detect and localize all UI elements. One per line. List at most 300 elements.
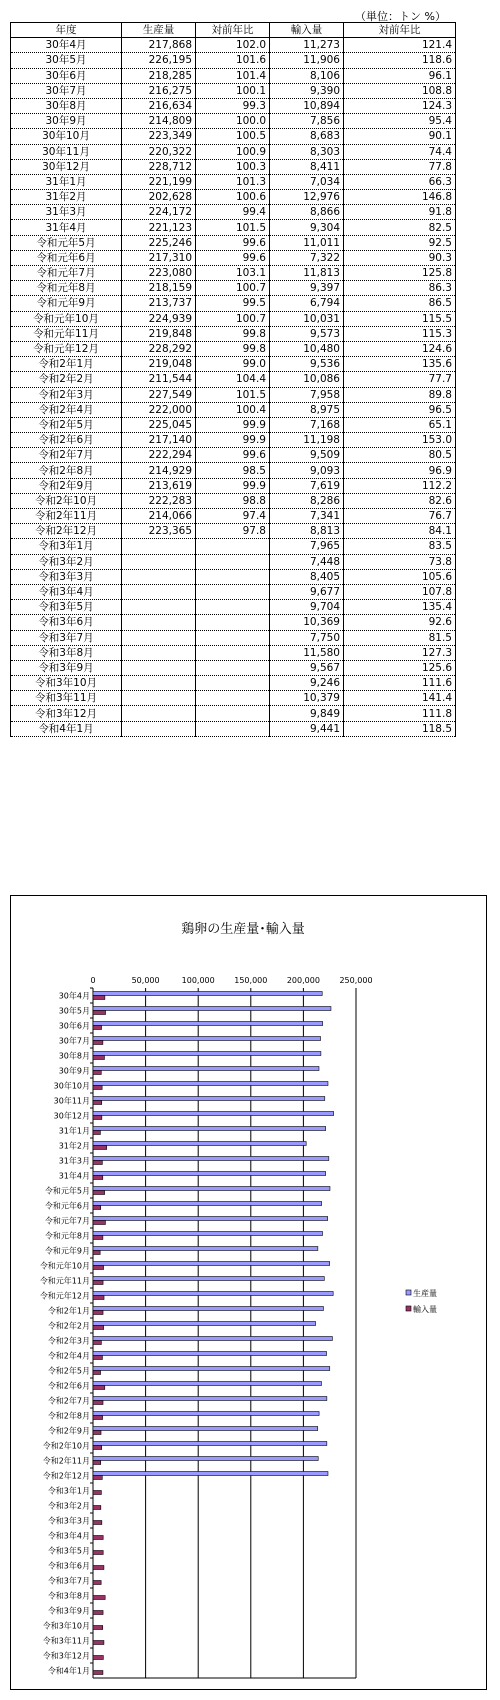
category-label: 令和4年1月 — [47, 1666, 90, 1676]
table-row — [11, 645, 456, 660]
production-bar — [93, 1352, 327, 1356]
cell-production: 216,634 — [122, 98, 196, 113]
import-bar — [93, 1281, 103, 1285]
cell-import-yoy: 121.4 — [344, 38, 456, 53]
cell-production-yoy: 100.9 — [196, 144, 270, 159]
table-row — [11, 68, 456, 83]
cell-import: 8,106 — [270, 68, 344, 83]
cell-import: 7,619 — [270, 478, 344, 493]
cell-production-yoy — [196, 676, 270, 691]
cell-import-yoy: 111.6 — [344, 676, 456, 691]
cell-production: 222,294 — [122, 448, 196, 463]
cell-production-yoy: 99.8 — [196, 326, 270, 341]
import-bar — [93, 1296, 104, 1300]
cell-import-yoy: 92.5 — [344, 235, 456, 250]
table-row — [11, 509, 456, 524]
cell-production-yoy: 101.4 — [196, 68, 270, 83]
production-bar — [93, 1307, 323, 1311]
table-row — [11, 478, 456, 493]
cell-period: 令和元年8月 — [11, 281, 122, 296]
cell-import-yoy: 80.5 — [344, 448, 456, 463]
cell-period: 令和2年8月 — [11, 463, 122, 478]
header-import: 輸入量 — [270, 23, 344, 38]
cell-import: 11,273 — [270, 38, 344, 53]
cell-production: 218,159 — [122, 281, 196, 296]
cell-production — [122, 554, 196, 569]
cell-period: 30年6月 — [11, 68, 122, 83]
cell-import-yoy: 81.5 — [344, 630, 456, 645]
cell-production-yoy: 100.3 — [196, 159, 270, 174]
cell-period: 令和4年1月 — [11, 721, 122, 736]
cell-production-yoy: 97.8 — [196, 524, 270, 539]
cell-period: 令和3年11月 — [11, 691, 122, 706]
x-tick-label: 150,000 — [234, 976, 268, 985]
chart-svg — [11, 896, 488, 1691]
table-row — [11, 615, 456, 630]
table-header-row — [11, 23, 456, 38]
legend-swatch — [406, 1290, 411, 1295]
cell-production — [122, 660, 196, 675]
cell-period: 令和2年10月 — [11, 493, 122, 508]
import-bar — [93, 1356, 102, 1360]
cell-production-yoy — [196, 539, 270, 554]
cell-production-yoy: 97.4 — [196, 509, 270, 524]
cell-import: 9,677 — [270, 584, 344, 599]
category-label: 30年6月 — [58, 1021, 90, 1031]
table-row — [11, 129, 456, 144]
cell-import: 11,011 — [270, 235, 344, 250]
import-bar — [93, 1431, 101, 1435]
category-label: 令和2年9月 — [47, 1426, 90, 1436]
x-tick-label: 0 — [90, 976, 96, 985]
table-row — [11, 266, 456, 281]
production-bar — [93, 1052, 321, 1056]
production-bar — [93, 1277, 324, 1281]
category-label: 令和2年3月 — [47, 1336, 90, 1346]
cell-production-yoy — [196, 584, 270, 599]
production-bar — [93, 1457, 318, 1461]
table-row — [11, 660, 456, 675]
table-row — [11, 493, 456, 508]
table-row — [11, 357, 456, 372]
chart-title: 鶏卵の生産量･輸入量 — [181, 922, 305, 937]
cell-import: 8,975 — [270, 402, 344, 417]
cell-import: 7,034 — [270, 174, 344, 189]
cell-import-yoy: 76.7 — [344, 509, 456, 524]
cell-production: 202,628 — [122, 190, 196, 205]
cell-production-yoy: 99.9 — [196, 433, 270, 448]
x-tick-label: 250,000 — [339, 976, 373, 985]
cell-import-yoy: 115.5 — [344, 311, 456, 326]
category-label: 30年11月 — [53, 1096, 90, 1106]
category-label: 令和3年6月 — [47, 1561, 90, 1571]
cell-import-yoy: 124.6 — [344, 341, 456, 356]
category-label: 令和2年5月 — [47, 1366, 90, 1376]
table-row — [11, 676, 456, 691]
cell-period: 令和2年3月 — [11, 387, 122, 402]
cell-import: 10,086 — [270, 372, 344, 387]
cell-import: 10,031 — [270, 311, 344, 326]
cell-production-yoy: 101.6 — [196, 53, 270, 68]
cell-import-yoy: 112.2 — [344, 478, 456, 493]
cell-import: 7,965 — [270, 539, 344, 554]
table-row — [11, 448, 456, 463]
cell-production-yoy: 104.4 — [196, 372, 270, 387]
legend — [406, 1288, 437, 1314]
cell-production-yoy: 100.1 — [196, 83, 270, 98]
cell-production-yoy: 99.9 — [196, 478, 270, 493]
import-bar — [93, 1446, 102, 1450]
import-bar — [93, 1011, 106, 1015]
category-label: 31年3月 — [58, 1156, 90, 1166]
cell-import-yoy: 118.5 — [344, 721, 456, 736]
header-production: 生産量 — [122, 23, 196, 38]
cell-production-yoy — [196, 660, 270, 675]
table-row — [11, 402, 456, 417]
cell-production-yoy — [196, 645, 270, 660]
table-row — [11, 554, 456, 569]
cell-import: 7,448 — [270, 554, 344, 569]
import-bar — [93, 1581, 101, 1585]
cell-production-yoy: 99.5 — [196, 296, 270, 311]
cell-import-yoy: 65.1 — [344, 417, 456, 432]
import-bar — [93, 1386, 105, 1390]
cell-production-yoy: 102.0 — [196, 38, 270, 53]
cell-production-yoy: 103.1 — [196, 266, 270, 281]
cell-production-yoy — [196, 600, 270, 615]
cell-production: 227,549 — [122, 387, 196, 402]
cell-import: 12,976 — [270, 190, 344, 205]
table-row — [11, 630, 456, 645]
table-row — [11, 600, 456, 615]
cell-production — [122, 630, 196, 645]
cell-production: 228,712 — [122, 159, 196, 174]
table-row — [11, 174, 456, 189]
table-row — [11, 235, 456, 250]
cell-import-yoy: 118.6 — [344, 53, 456, 68]
category-label: 令和3年12月 — [42, 1651, 90, 1661]
import-bar — [93, 1641, 104, 1645]
cell-import-yoy: 141.4 — [344, 691, 456, 706]
cell-production: 216,275 — [122, 83, 196, 98]
cell-production: 226,195 — [122, 53, 196, 68]
import-bar — [93, 1251, 100, 1255]
cell-period: 令和2年11月 — [11, 509, 122, 524]
table-row — [11, 387, 456, 402]
import-bar — [93, 1266, 104, 1270]
cell-import-yoy: 86.5 — [344, 296, 456, 311]
category-label: 令和2年11月 — [42, 1456, 90, 1466]
production-bar — [93, 1157, 329, 1161]
import-bar — [93, 1116, 102, 1120]
category-label: 令和元年9月 — [44, 1246, 90, 1256]
import-bar — [93, 1416, 103, 1420]
cell-import-yoy: 74.4 — [344, 144, 456, 159]
cell-production-yoy — [196, 554, 270, 569]
cell-import-yoy: 135.6 — [344, 357, 456, 372]
cell-import: 9,441 — [270, 721, 344, 736]
category-label: 30年5月 — [58, 1006, 90, 1016]
table-row — [11, 706, 456, 721]
cell-period: 30年9月 — [11, 114, 122, 129]
production-bar — [93, 1292, 333, 1296]
production-bar — [93, 1442, 327, 1446]
cell-production: 223,080 — [122, 266, 196, 281]
cell-period: 31年2月 — [11, 190, 122, 205]
cell-import: 8,411 — [270, 159, 344, 174]
cell-import: 9,567 — [270, 660, 344, 675]
cell-import-yoy: 96.5 — [344, 402, 456, 417]
cell-production-yoy: 100.4 — [196, 402, 270, 417]
cell-production-yoy: 100.7 — [196, 281, 270, 296]
unit-note: （単位：トン %） — [355, 10, 446, 23]
cell-production: 223,349 — [122, 129, 196, 144]
category-label: 令和2年8月 — [47, 1411, 90, 1421]
category-label: 令和3年4月 — [47, 1531, 90, 1541]
cell-production: 217,140 — [122, 433, 196, 448]
cell-period: 令和元年5月 — [11, 235, 122, 250]
cell-import: 9,397 — [270, 281, 344, 296]
category-label: 30年10月 — [53, 1081, 90, 1091]
table-row — [11, 98, 456, 113]
cell-import-yoy: 146.8 — [344, 190, 456, 205]
cell-period: 令和元年12月 — [11, 341, 122, 356]
cell-period: 令和2年7月 — [11, 448, 122, 463]
import-bar — [93, 1206, 101, 1210]
x-tick-label: 200,000 — [286, 976, 320, 985]
cell-period: 令和3年2月 — [11, 554, 122, 569]
cell-period: 令和3年9月 — [11, 660, 122, 675]
cell-import-yoy: 153.0 — [344, 433, 456, 448]
category-label: 令和元年10月 — [39, 1261, 90, 1271]
cell-period: 令和3年1月 — [11, 539, 122, 554]
cell-import: 9,573 — [270, 326, 344, 341]
cell-production-yoy: 98.5 — [196, 463, 270, 478]
cell-production-yoy: 99.0 — [196, 357, 270, 372]
import-bar — [93, 1131, 100, 1135]
cell-period: 令和3年3月 — [11, 569, 122, 584]
import-bar — [93, 1371, 101, 1375]
category-label: 令和2年10月 — [42, 1441, 90, 1451]
production-bar — [93, 1217, 328, 1221]
cell-production — [122, 645, 196, 660]
cell-period: 30年5月 — [11, 53, 122, 68]
chart-frame — [10, 895, 487, 1690]
production-bar — [93, 1262, 330, 1266]
production-bar — [93, 1472, 328, 1476]
cell-import-yoy: 125.6 — [344, 660, 456, 675]
import-bar — [93, 1071, 101, 1075]
import-bar — [93, 1461, 101, 1465]
table-row — [11, 114, 456, 129]
cell-period: 31年4月 — [11, 220, 122, 235]
cell-period: 令和2年2月 — [11, 372, 122, 387]
cell-period: 令和2年12月 — [11, 524, 122, 539]
cell-import: 7,168 — [270, 417, 344, 432]
cell-production-yoy: 101.3 — [196, 174, 270, 189]
table-row — [11, 569, 456, 584]
production-bar — [93, 1187, 330, 1191]
cell-import: 8,286 — [270, 493, 344, 508]
import-bar — [93, 1566, 104, 1570]
cell-production: 220,322 — [122, 144, 196, 159]
cell-import-yoy: 105.6 — [344, 569, 456, 584]
cell-production-yoy: 101.5 — [196, 220, 270, 235]
category-label: 令和2年4月 — [47, 1351, 90, 1361]
category-label: 令和2年12月 — [42, 1471, 90, 1481]
cell-production: 219,048 — [122, 357, 196, 372]
cell-production-yoy: 99.8 — [196, 341, 270, 356]
production-bar — [93, 1127, 326, 1131]
cell-production-yoy — [196, 630, 270, 645]
import-bar — [93, 1221, 105, 1225]
cell-production-yoy: 100.6 — [196, 190, 270, 205]
import-bar — [93, 1656, 103, 1660]
cell-period: 令和2年9月 — [11, 478, 122, 493]
cell-import-yoy: 96.1 — [344, 68, 456, 83]
category-label: 令和元年8月 — [44, 1231, 90, 1241]
cell-import-yoy: 82.6 — [344, 493, 456, 508]
cell-import-yoy: 124.3 — [344, 98, 456, 113]
cell-production-yoy: 100.0 — [196, 114, 270, 129]
cell-production-yoy: 99.3 — [196, 98, 270, 113]
table-row — [11, 144, 456, 159]
production-bar — [93, 1082, 328, 1086]
cell-import: 9,704 — [270, 600, 344, 615]
table-row — [11, 53, 456, 68]
import-bar — [93, 1341, 101, 1345]
cell-import-yoy: 115.3 — [344, 326, 456, 341]
cell-import-yoy: 135.4 — [344, 600, 456, 615]
cell-import-yoy: 66.3 — [344, 174, 456, 189]
production-bar — [93, 1427, 318, 1431]
cell-import-yoy: 86.3 — [344, 281, 456, 296]
cell-production: 221,123 — [122, 220, 196, 235]
cell-production-yoy: 101.5 — [196, 387, 270, 402]
cell-import: 7,322 — [270, 250, 344, 265]
category-label: 令和3年2月 — [47, 1501, 90, 1511]
table-row — [11, 159, 456, 174]
category-label: 令和2年2月 — [47, 1321, 90, 1331]
cell-production: 222,000 — [122, 402, 196, 417]
cell-import-yoy: 83.5 — [344, 539, 456, 554]
cell-production: 219,848 — [122, 326, 196, 341]
legend-label: 生産量 — [413, 1289, 437, 1298]
import-bar — [93, 1596, 105, 1600]
cell-import-yoy: 107.8 — [344, 584, 456, 599]
import-bar — [93, 1146, 107, 1150]
table-row — [11, 417, 456, 432]
cell-production: 218,285 — [122, 68, 196, 83]
cell-production-yoy: 99.6 — [196, 235, 270, 250]
cell-import-yoy: 92.6 — [344, 615, 456, 630]
cell-production: 225,246 — [122, 235, 196, 250]
production-bar — [93, 1322, 316, 1326]
cell-period: 令和元年6月 — [11, 250, 122, 265]
category-label: 令和元年5月 — [44, 1186, 90, 1196]
cell-production-yoy: 99.6 — [196, 448, 270, 463]
category-label: 30年4月 — [58, 991, 90, 1001]
cell-import-yoy: 95.4 — [344, 114, 456, 129]
cell-production — [122, 539, 196, 554]
cell-import: 7,341 — [270, 509, 344, 524]
import-bar — [93, 1476, 102, 1480]
production-bar — [93, 1337, 332, 1341]
table-body — [11, 38, 456, 737]
cell-import: 7,750 — [270, 630, 344, 645]
cell-import: 9,849 — [270, 706, 344, 721]
cell-period: 30年8月 — [11, 98, 122, 113]
cell-period: 令和2年4月 — [11, 402, 122, 417]
cell-period: 30年4月 — [11, 38, 122, 53]
cell-production — [122, 691, 196, 706]
production-bar — [93, 1202, 322, 1206]
category-label: 30年9月 — [58, 1066, 90, 1076]
category-label: 令和3年5月 — [47, 1546, 90, 1556]
category-label: 令和2年7月 — [47, 1396, 90, 1406]
data-table — [10, 22, 456, 737]
table-row — [11, 584, 456, 599]
cell-production: 224,939 — [122, 311, 196, 326]
cell-production-yoy: 99.4 — [196, 205, 270, 220]
cell-period: 令和3年6月 — [11, 615, 122, 630]
cell-production-yoy: 99.6 — [196, 250, 270, 265]
import-bar — [93, 1671, 103, 1675]
table-row — [11, 433, 456, 448]
cell-production: 213,737 — [122, 296, 196, 311]
cell-import: 9,093 — [270, 463, 344, 478]
production-bar — [93, 1037, 321, 1041]
production-bar — [93, 1067, 319, 1071]
category-label: 30年7月 — [58, 1036, 90, 1046]
cell-production: 221,199 — [122, 174, 196, 189]
category-label: 31年4月 — [58, 1171, 90, 1181]
cell-import-yoy: 84.1 — [344, 524, 456, 539]
table-row — [11, 190, 456, 205]
production-bar — [93, 1247, 318, 1251]
import-bar — [93, 1401, 103, 1405]
cell-import-yoy: 125.8 — [344, 266, 456, 281]
cell-import-yoy: 77.8 — [344, 159, 456, 174]
cell-import-yoy: 90.1 — [344, 129, 456, 144]
cell-import-yoy: 91.8 — [344, 205, 456, 220]
production-bar — [93, 1007, 331, 1011]
category-label: 令和元年6月 — [44, 1201, 90, 1211]
cell-period: 令和3年10月 — [11, 676, 122, 691]
cell-import: 8,303 — [270, 144, 344, 159]
cell-production-yoy: 99.9 — [196, 417, 270, 432]
category-label: 令和2年1月 — [47, 1306, 90, 1316]
cell-production: 214,929 — [122, 463, 196, 478]
category-label: 令和3年11月 — [42, 1636, 90, 1646]
production-bar — [93, 1397, 327, 1401]
cell-import: 10,379 — [270, 691, 344, 706]
cell-period: 30年10月 — [11, 129, 122, 144]
cell-production: 214,809 — [122, 114, 196, 129]
cell-production: 223,365 — [122, 524, 196, 539]
x-tick-label: 50,000 — [131, 976, 160, 985]
cell-import: 7,856 — [270, 114, 344, 129]
cell-import: 10,480 — [270, 341, 344, 356]
table-row — [11, 311, 456, 326]
production-bar — [93, 1382, 321, 1386]
cell-production: 224,172 — [122, 205, 196, 220]
cell-import-yoy: 96.9 — [344, 463, 456, 478]
cell-import: 8,813 — [270, 524, 344, 539]
import-bar — [93, 1626, 103, 1630]
cell-period: 30年11月 — [11, 144, 122, 159]
production-bar — [93, 992, 322, 996]
